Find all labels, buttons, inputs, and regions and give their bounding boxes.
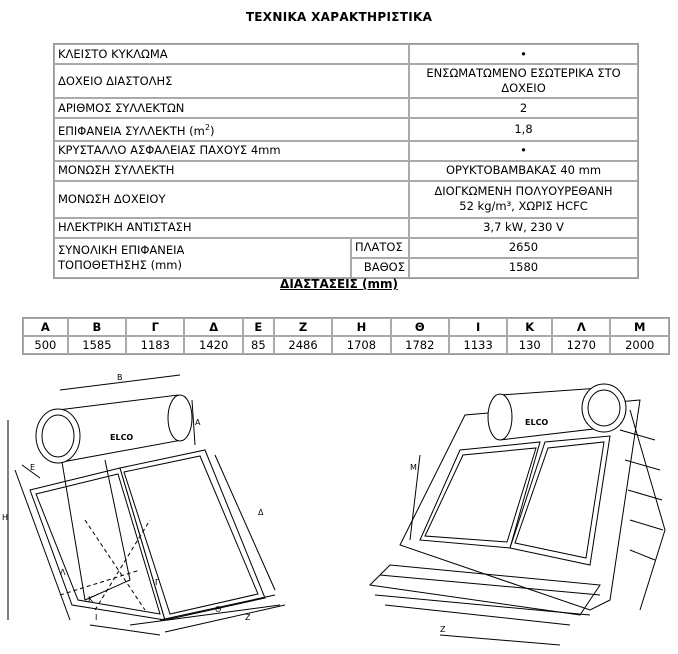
dim-letter-a: Α xyxy=(195,418,201,427)
dim-letter-b: Β xyxy=(117,373,123,382)
spec-label-sup: 2 xyxy=(204,123,210,132)
dim-value: 2486 xyxy=(274,336,332,354)
dimensions-table xyxy=(22,317,670,355)
spec-label: ΔΟΧΕΙΟ ΔΙΑΣΤΟΛΗΣ xyxy=(54,64,409,98)
spec-value-line2: 52 kg/m³, ΧΩΡΙΣ HCFC xyxy=(459,199,588,214)
right-drawing xyxy=(370,384,665,645)
left-drawing xyxy=(8,375,285,635)
brand-label-right: ELCO xyxy=(525,418,549,427)
spec-value: • xyxy=(409,141,638,161)
spec-value: 1,8 xyxy=(409,118,638,141)
spec-label xyxy=(54,238,351,278)
dim-header: Α xyxy=(23,318,68,336)
surface-label-line2: ΤΟΠΟΘΕΤΗΣΗΣ (mm) xyxy=(58,257,182,272)
dim-header: Λ xyxy=(552,318,610,336)
depth-label: ΒΑΘΟΣ xyxy=(351,258,409,278)
dim-header: Ε xyxy=(243,318,274,336)
table-row xyxy=(54,218,638,238)
surface-label-line1: ΣΥΝΟΛΙΚΗ ΕΠΙΦΑΝΕΙΑ xyxy=(58,242,185,257)
table-row xyxy=(54,181,638,218)
table-row xyxy=(54,161,638,181)
spec-label xyxy=(54,118,409,141)
dim-value: 1270 xyxy=(552,336,610,354)
spec-value-line1: ΔΙΟΓΚΩΜΕΝΗ ΠΟΛΥΟΥΡΕΘΑΝΗ xyxy=(434,184,613,199)
dim-value: 85 xyxy=(243,336,274,354)
spec-label-end: ) xyxy=(209,123,215,138)
dim-letter-z: Ζ xyxy=(245,613,251,622)
table-row xyxy=(54,64,638,98)
dim-letter-e: Ε xyxy=(30,463,36,472)
spec-label: ΑΡΙΘΜΟΣ ΣΥΛΛΕΚΤΩΝ xyxy=(54,98,409,118)
dim-letter-k: Κ xyxy=(88,595,94,604)
spec-label-text: ΕΠΙΦΑΝΕΙΑ ΣΥΛΛΕΚΤΗ (m xyxy=(58,123,205,138)
dim-header: Β xyxy=(68,318,126,336)
spec-label: ΚΛΕΙΣΤΟ ΚΥΚΛΩΜΑ xyxy=(54,44,409,64)
table-row xyxy=(54,141,638,161)
dim-value: 1133 xyxy=(449,336,507,354)
table-row xyxy=(54,98,638,118)
specs-table xyxy=(53,43,639,279)
dim-value: 1183 xyxy=(126,336,184,354)
dimensions-header-row xyxy=(23,318,669,336)
dim-letter-g: Γ xyxy=(155,578,160,587)
depth-value: 1580 xyxy=(409,258,638,278)
dim-value: 1708 xyxy=(332,336,390,354)
dimensions-title: ΔΙΑΣΤΑΣΕΙΣ (mm) xyxy=(280,277,398,291)
dim-value: 1585 xyxy=(68,336,126,354)
dim-header: Η xyxy=(332,318,390,336)
table-row xyxy=(54,44,638,64)
spec-value: ΕΝΣΩΜΑΤΩΜΕΝΟ ΕΣΩΤΕΡΙΚΑ ΣΤΟ ΔΟΧΕΙΟ xyxy=(409,64,638,98)
spec-label: ΗΛΕΚΤΡΙΚΗ ΑΝΤΙΣΤΑΣΗ xyxy=(54,218,409,238)
spec-value: 2 xyxy=(409,98,638,118)
dim-header: Ζ xyxy=(274,318,332,336)
spec-label: ΜΟΝΩΣΗ ΣΥΛΛΕΚΤΗ xyxy=(54,161,409,181)
spec-value: 3,7 kW, 230 V xyxy=(409,218,638,238)
dim-header: Ι xyxy=(449,318,507,336)
dim-value: 130 xyxy=(507,336,552,354)
dim-value: 1782 xyxy=(391,336,449,354)
dim-value: 1420 xyxy=(184,336,242,354)
spec-label: ΜΟΝΩΣΗ ΔΟΧΕΙΟΥ xyxy=(54,181,409,218)
spec-value: ΟΡΥΚΤΟΒΑΜΒΑΚΑΣ 40 mm xyxy=(409,161,638,181)
dim-letter-z-right: Ζ xyxy=(440,625,446,634)
table-row xyxy=(54,118,638,141)
spec-value xyxy=(409,181,638,218)
installation-drawing xyxy=(0,370,678,654)
dim-header: Θ xyxy=(391,318,449,336)
dim-value: 500 xyxy=(23,336,68,354)
dim-letter-d: Δ xyxy=(258,508,264,517)
dim-header: Κ xyxy=(507,318,552,336)
dim-header: Δ xyxy=(184,318,242,336)
dim-header: Μ xyxy=(610,318,669,336)
width-value: 2650 xyxy=(409,238,638,258)
dim-letter-i: Ι xyxy=(95,613,98,622)
spec-label: ΚΡΥΣΤΑΛΛΟ ΑΣΦΑΛΕΙΑΣ ΠΑΧΟΥΣ 4mm xyxy=(54,141,409,161)
table-row xyxy=(54,238,638,258)
dim-letter-m: Μ xyxy=(410,463,417,472)
dimensions-value-row xyxy=(23,336,669,354)
dim-letter-h: Η xyxy=(2,513,9,522)
width-label: ΠΛΑΤΟΣ xyxy=(351,238,409,258)
brand-label-left: ELCO xyxy=(110,433,134,442)
dim-value: 2000 xyxy=(610,336,669,354)
dim-header: Γ xyxy=(126,318,184,336)
dim-letter-l: Λ xyxy=(60,568,66,577)
page-title: ΤΕΧΝΙΚΑ ΧΑΡΑΚΤΗΡΙΣΤΙΚΑ xyxy=(245,10,433,24)
dim-letter-th: Θ xyxy=(215,605,222,614)
spec-value: • xyxy=(409,44,638,64)
